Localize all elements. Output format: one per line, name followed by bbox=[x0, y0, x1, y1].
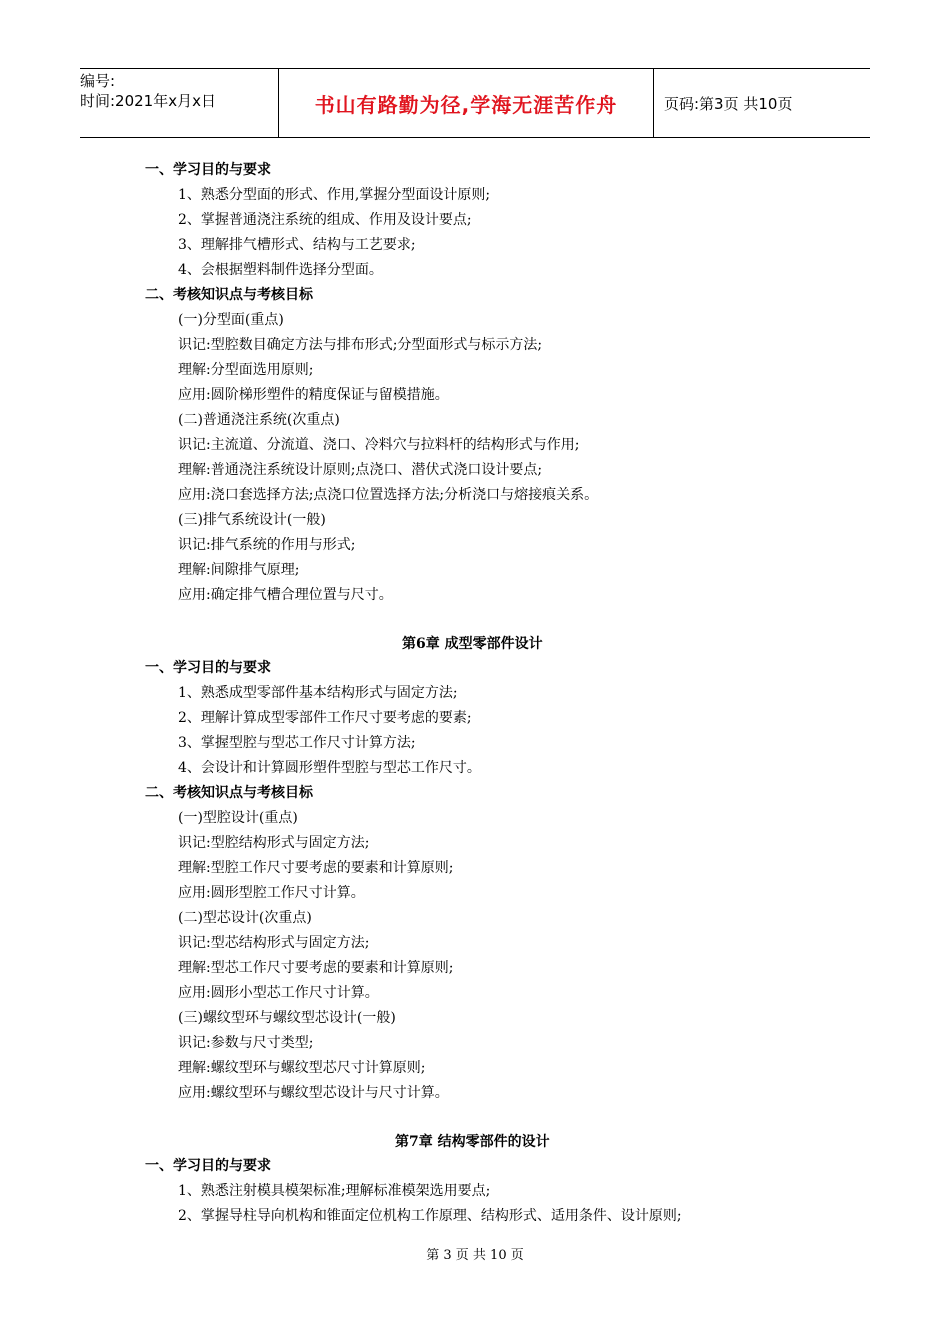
header-page-info: 页码:第3页 共10页 bbox=[664, 94, 793, 113]
section-heading: 一、学习目的与要求 bbox=[145, 162, 271, 178]
body-line: 应用:圆形小型芯工作尺寸计算。 bbox=[178, 985, 379, 1001]
serial-label: 编号: bbox=[80, 72, 116, 90]
body-line: 识记:型腔数目确定方法与排布形式;分型面形式与标示方法; bbox=[178, 337, 543, 353]
body-line: 4、会设计和计算圆形塑件型腔与型芯工作尺寸。 bbox=[178, 760, 481, 776]
body-line: 4、会根据塑料制件选择分型面。 bbox=[178, 262, 383, 278]
body-line: 3、掌握型腔与型芯工作尺寸计算方法; bbox=[178, 735, 416, 751]
body-line: 理解:型腔工作尺寸要考虑的要素和计算原则; bbox=[178, 860, 454, 876]
body-line: 3、理解排气槽形式、结构与工艺要求; bbox=[178, 237, 416, 253]
body-line: 识记:型腔结构形式与固定方法; bbox=[178, 835, 370, 851]
subsection-heading: (二)型芯设计(次重点) bbox=[178, 910, 312, 926]
body-line: 识记:主流道、分流道、浇口、冷料穴与拉料杆的结构形式与作用; bbox=[178, 437, 580, 453]
body-line: 识记:排气系统的作用与形式; bbox=[178, 537, 356, 553]
body-line: 应用:圆阶梯形塑件的精度保证与留模措施。 bbox=[178, 387, 449, 403]
body-line: 理解:普通浇注系统设计原则;点浇口、潜伏式浇口设计要点; bbox=[178, 462, 543, 478]
body-line: 1、熟悉分型面的形式、作用,掌握分型面设计原则; bbox=[178, 187, 491, 203]
subsection-heading: (二)普通浇注系统(次重点) bbox=[178, 412, 340, 428]
section-heading: 二、考核知识点与考核目标 bbox=[145, 785, 313, 801]
body-line: 2、掌握导柱导向机构和锥面定位机构工作原理、结构形式、适用条件、设计原则; bbox=[178, 1208, 682, 1224]
body-line: 1、熟悉注射模具模架标准;理解标准模架选用要点; bbox=[178, 1183, 491, 1199]
header-meta-cell bbox=[80, 69, 279, 137]
body-line: 1、熟悉成型零部件基本结构形式与固定方法; bbox=[178, 685, 458, 701]
page-header bbox=[80, 68, 870, 138]
subsection-heading: (一)型腔设计(重点) bbox=[178, 810, 298, 826]
time-label: 时间:2021年x月x日 bbox=[80, 92, 216, 110]
section-heading: 一、学习目的与要求 bbox=[145, 1158, 271, 1174]
section-heading: 二、考核知识点与考核目标 bbox=[145, 287, 313, 303]
section-heading: 一、学习目的与要求 bbox=[145, 660, 271, 676]
subsection-heading: (一)分型面(重点) bbox=[178, 312, 284, 328]
body-line: 2、掌握普通浇注系统的组成、作用及设计要点; bbox=[178, 212, 472, 228]
body-line: 2、理解计算成型零部件工作尺寸要考虑的要素; bbox=[178, 710, 472, 726]
body-line: 理解:间隙排气原理; bbox=[178, 562, 300, 578]
body-line: 应用:螺纹型环与螺纹型芯设计与尺寸计算。 bbox=[178, 1085, 449, 1101]
chapter-title: 第7章 结构零部件的设计 bbox=[395, 1134, 550, 1150]
subsection-heading: (三)螺纹型环与螺纹型芯设计(一般) bbox=[178, 1010, 396, 1026]
subsection-heading: (三)排气系统设计(一般) bbox=[178, 512, 326, 528]
body-line: 理解:螺纹型环与螺纹型芯尺寸计算原则; bbox=[178, 1060, 426, 1076]
page-footer: 第 3 页 共 10 页 bbox=[426, 1248, 524, 1263]
body-line: 应用:圆形型腔工作尺寸计算。 bbox=[178, 885, 365, 901]
body-line: 理解:型芯工作尺寸要考虑的要素和计算原则; bbox=[178, 960, 454, 976]
chapter-title: 第6章 成型零部件设计 bbox=[402, 636, 543, 652]
body-line: 识记:参数与尺寸类型; bbox=[178, 1035, 314, 1051]
body-line: 识记:型芯结构形式与固定方法; bbox=[178, 935, 370, 951]
body-line: 应用:确定排气槽合理位置与尺寸。 bbox=[178, 587, 393, 603]
header-motto: 书山有路勤为径,学海无涯苦作舟 bbox=[279, 69, 654, 137]
body-line: 理解:分型面选用原则; bbox=[178, 362, 314, 378]
body-line: 应用:浇口套选择方法;点浇口位置选择方法;分析浇口与熔接痕关系。 bbox=[178, 487, 599, 503]
